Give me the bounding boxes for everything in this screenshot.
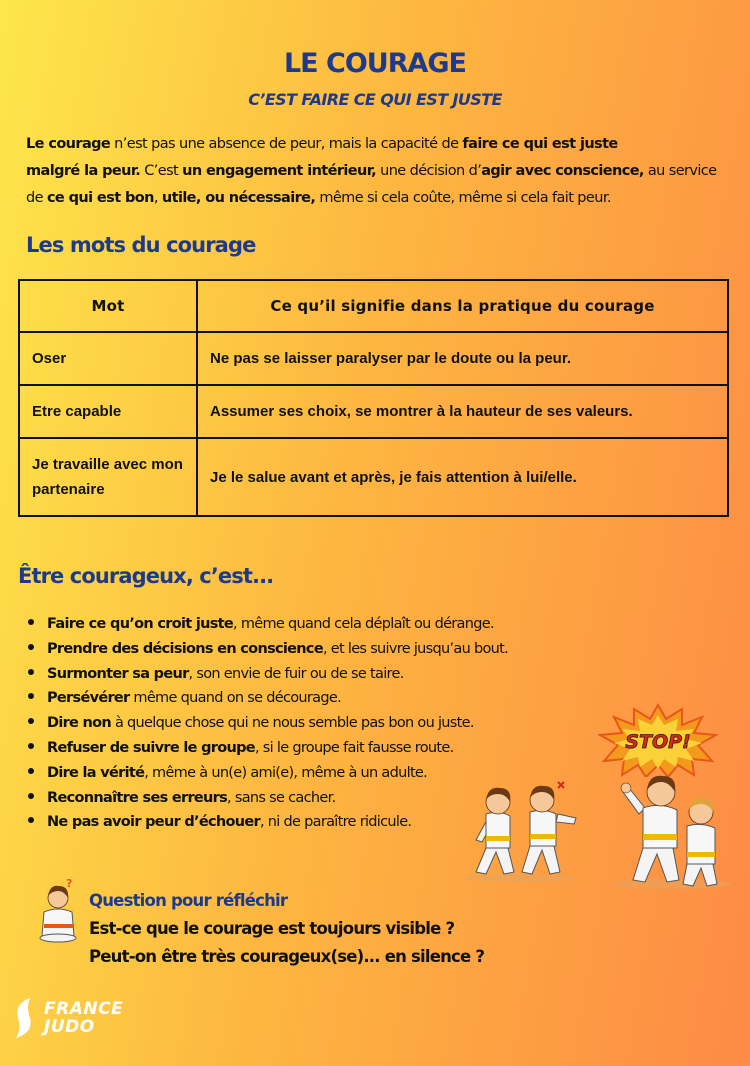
intro-bold: un engagement intérieur, xyxy=(182,163,377,179)
list-item xyxy=(28,637,588,662)
list-item xyxy=(28,686,588,711)
bullet-icon xyxy=(28,693,34,699)
bullet-icon xyxy=(28,768,34,774)
intro-text: , xyxy=(153,190,162,206)
france-judo-logo xyxy=(12,996,38,1045)
item-text: , son envie de fuir ou de se taire. xyxy=(188,665,404,682)
page-subtitle: C’EST FAIRE CE QUI EST JUSTE xyxy=(248,90,502,109)
item-bold: Surmonter sa peur xyxy=(47,665,189,682)
table-row xyxy=(19,438,728,516)
table-cell-sens: Je le salue avant et après, je fais attention à lui/elle. xyxy=(197,438,728,516)
item-text: à quelque chose qui ne nous semble pas bon ou juste. xyxy=(111,715,474,732)
bullet-icon xyxy=(28,743,34,749)
table-header-row xyxy=(19,280,728,332)
judo-kid-stop-illustration xyxy=(605,768,735,890)
item-bold: Refuser de suivre le groupe xyxy=(47,739,255,756)
intro-text: même si cela coûte, même si cela fait peur. xyxy=(315,190,611,206)
intro-bold: ce qui est bon xyxy=(46,190,154,206)
thinking-child-icon xyxy=(36,876,82,944)
item-text: , même à un(e) ami(e), même à un adulte. xyxy=(144,764,428,781)
item-text: , même quand cela déplaît ou dérange. xyxy=(233,616,494,632)
item-bold: Reconnaître ses erreurs xyxy=(47,789,228,806)
question-label: Question pour réfléchir xyxy=(89,891,288,910)
bullet-icon xyxy=(28,619,34,625)
bullet-icon xyxy=(28,817,34,823)
list-item xyxy=(28,662,588,687)
judo-swoosh-icon xyxy=(12,996,38,1040)
intro-bold: faire ce qui est juste xyxy=(462,136,618,152)
question-line-2: Peut-on être très courageux(se)... en silence ? xyxy=(89,947,485,966)
item-text: , sans se cacher. xyxy=(227,789,336,806)
intro-bold: agir avec conscience, xyxy=(481,163,644,179)
intro-bold: malgré la peur. xyxy=(26,163,141,179)
stop-badge-text: STOP! xyxy=(625,731,691,753)
item-text: même quand on se décourage. xyxy=(129,690,341,707)
bullet-icon xyxy=(28,793,34,799)
intro-text: une décision d’ xyxy=(376,163,482,179)
column-header-mot: Mot xyxy=(19,280,197,332)
words-table xyxy=(18,279,729,517)
item-text: , ni de paraître ridicule. xyxy=(259,814,412,831)
logo-line-1: FRANCE xyxy=(44,999,124,1019)
item-bold: Persévérer xyxy=(47,690,130,707)
judo-kids-pair-illustration xyxy=(460,778,580,882)
bullet-icon xyxy=(28,644,34,650)
table-cell-mot: Oser xyxy=(19,332,197,385)
intro-paragraph xyxy=(26,131,731,212)
question-line-1: Est-ce que le courage est toujours visible ? xyxy=(89,919,455,938)
table-cell-sens: Ne pas se laisser paralyser par le doute ou la peur. xyxy=(197,332,728,385)
item-bold: Dire la vérité xyxy=(47,764,145,781)
svg-text:?: ? xyxy=(66,877,73,890)
bullet-icon xyxy=(28,718,34,724)
intro-bold: utile, ou nécessaire, xyxy=(161,190,316,206)
item-text: , et les suivre jusqu’au bout. xyxy=(322,640,509,657)
page-title: LE COURAGE xyxy=(283,48,467,79)
list-item xyxy=(28,736,588,761)
table-row xyxy=(19,332,728,385)
courage-heading: Être courageux, c’est... xyxy=(18,564,274,588)
intro-text: n’est pas une absence de peur, mais la capacité de xyxy=(110,136,463,152)
item-text: , si le groupe fait fausse route. xyxy=(254,739,454,756)
bullet-icon xyxy=(28,669,34,675)
stop-burst-icon xyxy=(598,703,718,777)
table-cell-mot: Etre capable xyxy=(19,385,197,438)
item-bold: Prendre des décisions en conscience xyxy=(47,640,323,657)
intro-bold: Le courage xyxy=(26,136,111,152)
list-item xyxy=(28,711,588,736)
table-cell-sens: Assumer ses choix, se montrer à la hauteur de ses valeurs. xyxy=(197,385,728,438)
intro-text: au service de xyxy=(26,163,717,206)
words-heading: Les mots du courage xyxy=(26,233,256,257)
list-item xyxy=(28,612,588,637)
logo-line-2: JUDO xyxy=(44,1017,95,1037)
item-bold: Ne pas avoir peur d’échouer xyxy=(47,814,260,831)
item-bold: Dire non xyxy=(47,715,112,732)
table-cell-mot: Je travaille avec mon partenaire xyxy=(19,438,197,516)
item-bold: Faire ce qu’on croit juste xyxy=(47,616,234,632)
intro-text: C’est xyxy=(140,163,183,179)
table-row xyxy=(19,385,728,438)
column-header-sens: Ce qu’il signifie dans la pratique du courage xyxy=(197,280,728,332)
